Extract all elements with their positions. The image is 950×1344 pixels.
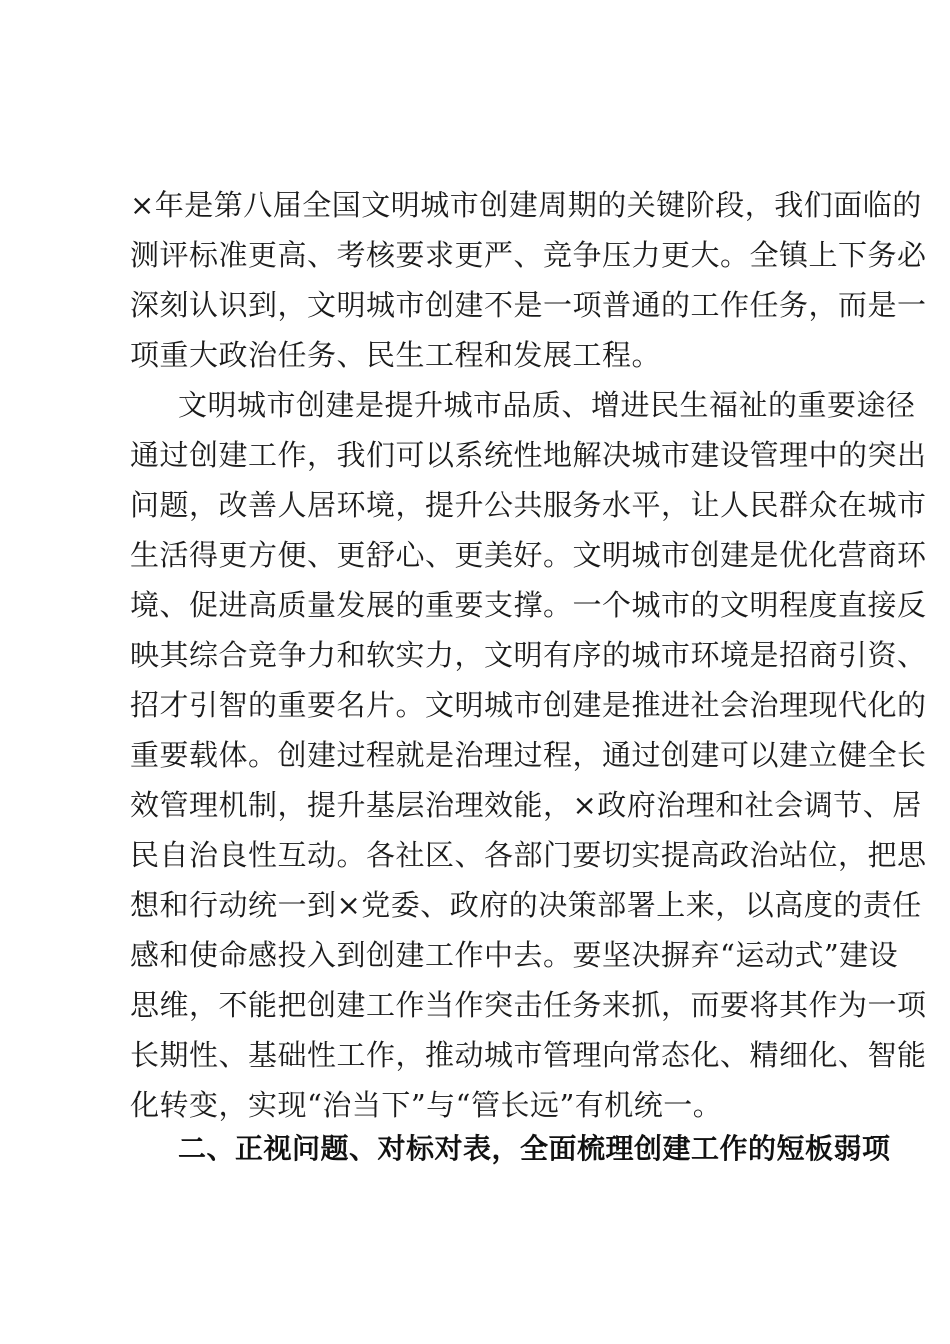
- paragraph-2-line-14: 长期性、基础性工作，推动城市管理向常态化、精细化、智能: [130, 1038, 927, 1072]
- paragraph-2-line-3: 问题，改善人居环境，提升公共服务水平，让人民群众在城市: [130, 488, 927, 522]
- paragraph-2-line-10: 民自治良性互动。各社区、各部门要切实提高政治站位，把思: [130, 838, 927, 872]
- paragraph-2-line-7: 招才引智的重要名片。文明城市创建是推进社会治理现代化的: [130, 688, 927, 722]
- paragraph-2-line-2: 通过创建工作，我们可以系统性地解决城市建设管理中的突出: [130, 438, 927, 472]
- paragraph-2-line-4: 生活得更方便、更舒心、更美好。文明城市创建是优化营商环: [130, 538, 927, 572]
- paragraph-2-line-5: 境、促进高质量发展的重要支撑。一个城市的文明程度直接反: [130, 588, 927, 622]
- paragraph-2-line-15: 化转变，实现“治当下”与“管长远”有机统一。: [130, 1088, 723, 1122]
- paragraph-2-line-8: 重要载体。创建过程就是治理过程，通过创建可以建立健全长: [130, 738, 927, 772]
- paragraph-1-line-4: 项重大政治任务、民生工程和发展工程。: [130, 338, 662, 372]
- paragraph-1-line-1: ×年是第八届全国文明城市创建周期的关键阶段，我们面临的: [130, 188, 922, 222]
- paragraph-2-line-9: 效管理机制，提升基层治理效能，×政府治理和社会调节、居: [130, 788, 922, 822]
- paragraph-2-line-11: 想和行动统一到×党委、政府的决策部署上来，以高度的责任: [130, 888, 922, 922]
- paragraph-2-line-13: 思维，不能把创建工作当作突击任务来抓，而要将其作为一项: [130, 988, 927, 1022]
- paragraph-2-line-6: 映其综合竞争力和软实力，文明有序的城市环境是招商引资、: [130, 638, 927, 672]
- section-heading: 二、正视问题、对标对表，全面梳理创建工作的短板弱项: [178, 1132, 891, 1165]
- paragraph-1-line-3: 深刻认识到，文明城市创建不是一项普通的工作任务，而是一: [130, 288, 927, 322]
- paragraph-2-line-12: 感和使命感投入到创建工作中去。要坚决摒弃“运动式”建设: [130, 938, 899, 972]
- paragraph-2-line-1: 文明城市创建是提升城市品质、增进民生福祉的重要途径: [178, 388, 916, 422]
- paragraph-1-line-2: 测评标准更高、考核要求更严、竞争压力更大。全镇上下务必: [130, 238, 927, 272]
